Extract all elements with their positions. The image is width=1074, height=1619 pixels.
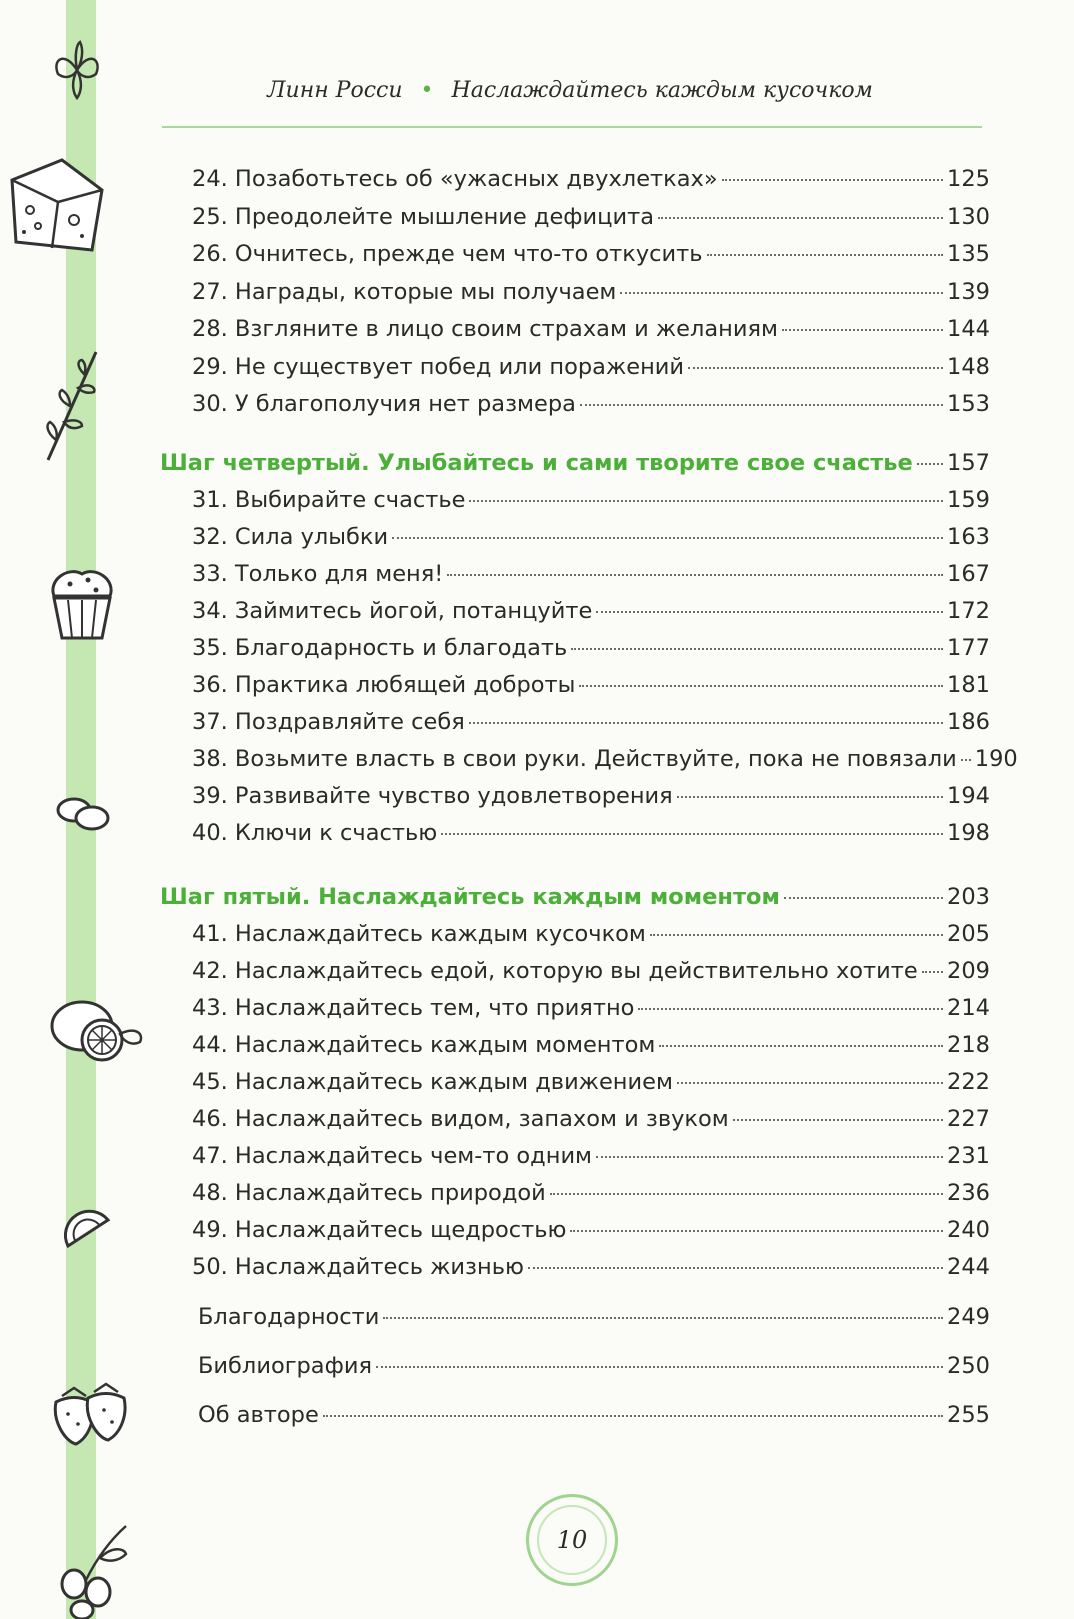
toc-entry [160,561,990,587]
toc-page-number: 227 [947,1106,990,1132]
toc-title: 32. Сила улыбки [192,524,389,550]
toc-dot-leader [528,1267,943,1269]
toc-title: 50. Наслаждайтесь жизнью [192,1254,524,1280]
toc-title: 42. Наслаждайтесь едой, которую вы действительно хотите [192,958,918,984]
cupcake-icon [44,560,120,642]
toc-dot-leader [688,367,943,369]
toc-title: 47. Наслаждайтесь чем-то одним [192,1143,593,1169]
page-number: 10 [537,1505,607,1575]
toc-title: 35. Благодарность и благодать [192,635,568,661]
toc-entry [160,1069,990,1095]
toc-page-number: 177 [947,635,990,661]
toc-dot-leader [650,934,943,936]
toc-dot-leader [733,1119,943,1121]
toc-page-number: 159 [947,487,990,513]
strawberries-icon [48,1378,132,1450]
toc-page-number: 205 [947,921,990,947]
toc-dot-leader [596,611,943,613]
toc-dot-leader [922,971,943,973]
toc-page-number: 255 [947,1402,990,1428]
lemon-icon [46,990,146,1074]
toc-page-number: 157 [947,450,990,476]
toc-title: 30. У благополучия нет размера [192,391,576,417]
toc-dot-leader [677,796,943,798]
toc-dot-leader [570,1230,943,1232]
toc-title: 26. Очнитесь, прежде чем что-то откусить [192,241,703,267]
toc-dot-leader [323,1415,943,1417]
toc-title: 29. Не существует побед или поражений [192,353,685,380]
toc-title: 41. Наслаждайтесь каждым кусочком [192,921,646,947]
toc-dot-leader [782,329,943,331]
toc-entry [160,354,990,380]
toc-dot-leader [596,1156,943,1158]
toc-title: 43. Наслаждайтесь тем, что приятно [192,995,635,1021]
olives-icon [56,1520,136,1619]
toc-page-number: 249 [947,1304,990,1330]
toc-dot-leader [550,1193,943,1195]
toc-entry [160,635,990,661]
toc-dot-leader [961,759,971,761]
toc-dot-leader [659,1045,943,1047]
rosemary-icon [40,348,102,464]
toc-page-number: 144 [947,316,990,342]
toc-title: Об авторе [198,1402,319,1428]
toc-dot-leader [917,463,943,465]
toc-entry [160,1106,990,1132]
toc-page-number: 135 [947,241,990,267]
toc-title: 27. Награды, которые мы получаем [192,278,617,305]
toc-page-number: 222 [947,1069,990,1095]
toc-page-number: 139 [947,278,990,305]
toc-page-number: 214 [947,995,990,1021]
toc-title: 36. Практика любящей доброты [192,672,576,698]
toc-entry [160,1180,990,1206]
toc-title: 37. Поздравляйте себя [192,709,465,735]
toc-title: Шаг пятый. Наслаждайтесь каждым моментом [160,884,780,910]
toc-page-number: 148 [947,353,990,380]
toc-title: 46. Наслаждайтесь видом, запахом и звуком [192,1106,729,1132]
lime-slice-icon [62,1208,116,1262]
toc-page-number: 130 [947,203,990,230]
toc-page-number: 236 [947,1180,990,1206]
header-author: Линн Росси [267,78,403,103]
toc-entry [160,1254,990,1280]
toc-entry [160,316,990,342]
toc-title: 24. Позаботьтесь об «ужасных двухлетках» [192,166,718,192]
toc-backmatter-item [160,1353,990,1379]
toc-title: 40. Ключи к счастью [192,820,438,846]
toc-page-number: 186 [947,709,990,735]
toc-title: 38. Возьмите власть в свои руки. Действуйте, пока не повязали [192,746,957,772]
toc-title: 28. Взгляните в лицо своим страхам и желаниям [192,316,778,342]
toc-page-number: 194 [947,783,990,809]
toc-page-number: 203 [947,884,990,910]
toc-dot-leader [392,537,943,539]
toc-dot-leader [383,1317,943,1319]
toc-dot-leader [447,574,943,576]
toc-page-number: 198 [947,820,990,846]
toc-page-number: 172 [947,598,990,624]
page-number-badge [526,1494,618,1586]
toc-entry [160,746,1018,772]
header-rule [162,126,982,128]
toc-dot-leader [469,722,943,724]
basil-leaves-icon [44,40,110,100]
toc-title: Благодарности [198,1304,380,1330]
toc-entry [160,487,990,513]
toc-page-number: 218 [947,1032,990,1058]
toc-entry [160,783,990,809]
toc-page-number: 240 [947,1217,990,1243]
toc-entry [160,1032,990,1058]
toc-backmatter-item [160,1402,990,1428]
toc-page-number: 190 [974,746,1018,772]
toc-entry [160,820,990,846]
toc-title: 33. Только для меня! [192,561,444,587]
toc-entry [160,391,990,417]
cheese-icon [2,150,106,260]
toc-dot-leader [469,500,943,502]
toc-title: 49. Наслаждайтесь щедростью [192,1217,567,1243]
toc-dot-leader [580,404,943,406]
toc-title: 44. Наслаждайтесь каждым моментом [192,1032,656,1058]
toc-entry [160,1217,990,1243]
toc-section-heading [160,884,990,910]
toc-dot-leader [620,292,943,294]
toc-section-heading [160,450,990,476]
toc-page-number: 163 [947,524,990,550]
toc-page-number: 167 [947,561,990,587]
toc-dot-leader [677,1082,943,1084]
toc-title: Библиография [198,1353,372,1379]
toc-dot-leader [707,254,944,256]
toc-dot-leader [441,833,943,835]
toc-dot-leader [722,179,943,181]
toc-entry [160,709,990,735]
toc-entry [160,204,990,230]
header-book-title: Наслаждайтесь каждым кусочком [451,78,873,103]
toc-entry [160,279,990,305]
toc-page-number: 125 [947,166,990,192]
toc-page-number: 244 [947,1254,990,1280]
toc-dot-leader [784,897,943,899]
toc-title: 48. Наслаждайтесь природой [192,1180,546,1206]
toc-dot-leader [658,217,943,219]
toc-title: Шаг четвертый. Улыбайтесь и сами творите свое счастье [160,450,913,476]
toc-entry [160,672,990,698]
toc-entry [160,995,990,1021]
toc-entry [160,958,990,984]
toc-page-number: 231 [947,1143,990,1169]
toc-entry [160,598,990,624]
toc-page-number: 209 [947,958,990,984]
toc-title: 34. Займитесь йогой, потанцуйте [192,598,593,624]
header-separator-dot: • [420,78,434,103]
toc-title: 39. Развивайте чувство удовлетворения [192,783,673,809]
toc-entry [160,921,990,947]
almonds-icon [52,788,114,836]
toc-title: 45. Наслаждайтесь каждым движением [192,1069,673,1095]
toc-title: 25. Преодолейте мышление дефицита [192,203,654,230]
toc-page-number: 153 [947,391,990,417]
toc-entry [160,1143,990,1169]
toc-entry [160,241,990,267]
toc-dot-leader [638,1008,943,1010]
toc-dot-leader [571,648,943,650]
toc-page-number: 250 [947,1353,990,1379]
running-header [160,78,980,122]
toc-page-number: 181 [947,672,990,698]
toc-dot-leader [579,685,943,687]
toc-entry [160,524,990,550]
toc-entry [160,166,990,192]
toc-title: 31. Выбирайте счастье [192,487,466,513]
toc-dot-leader [376,1366,943,1368]
toc-backmatter-item [160,1304,990,1330]
